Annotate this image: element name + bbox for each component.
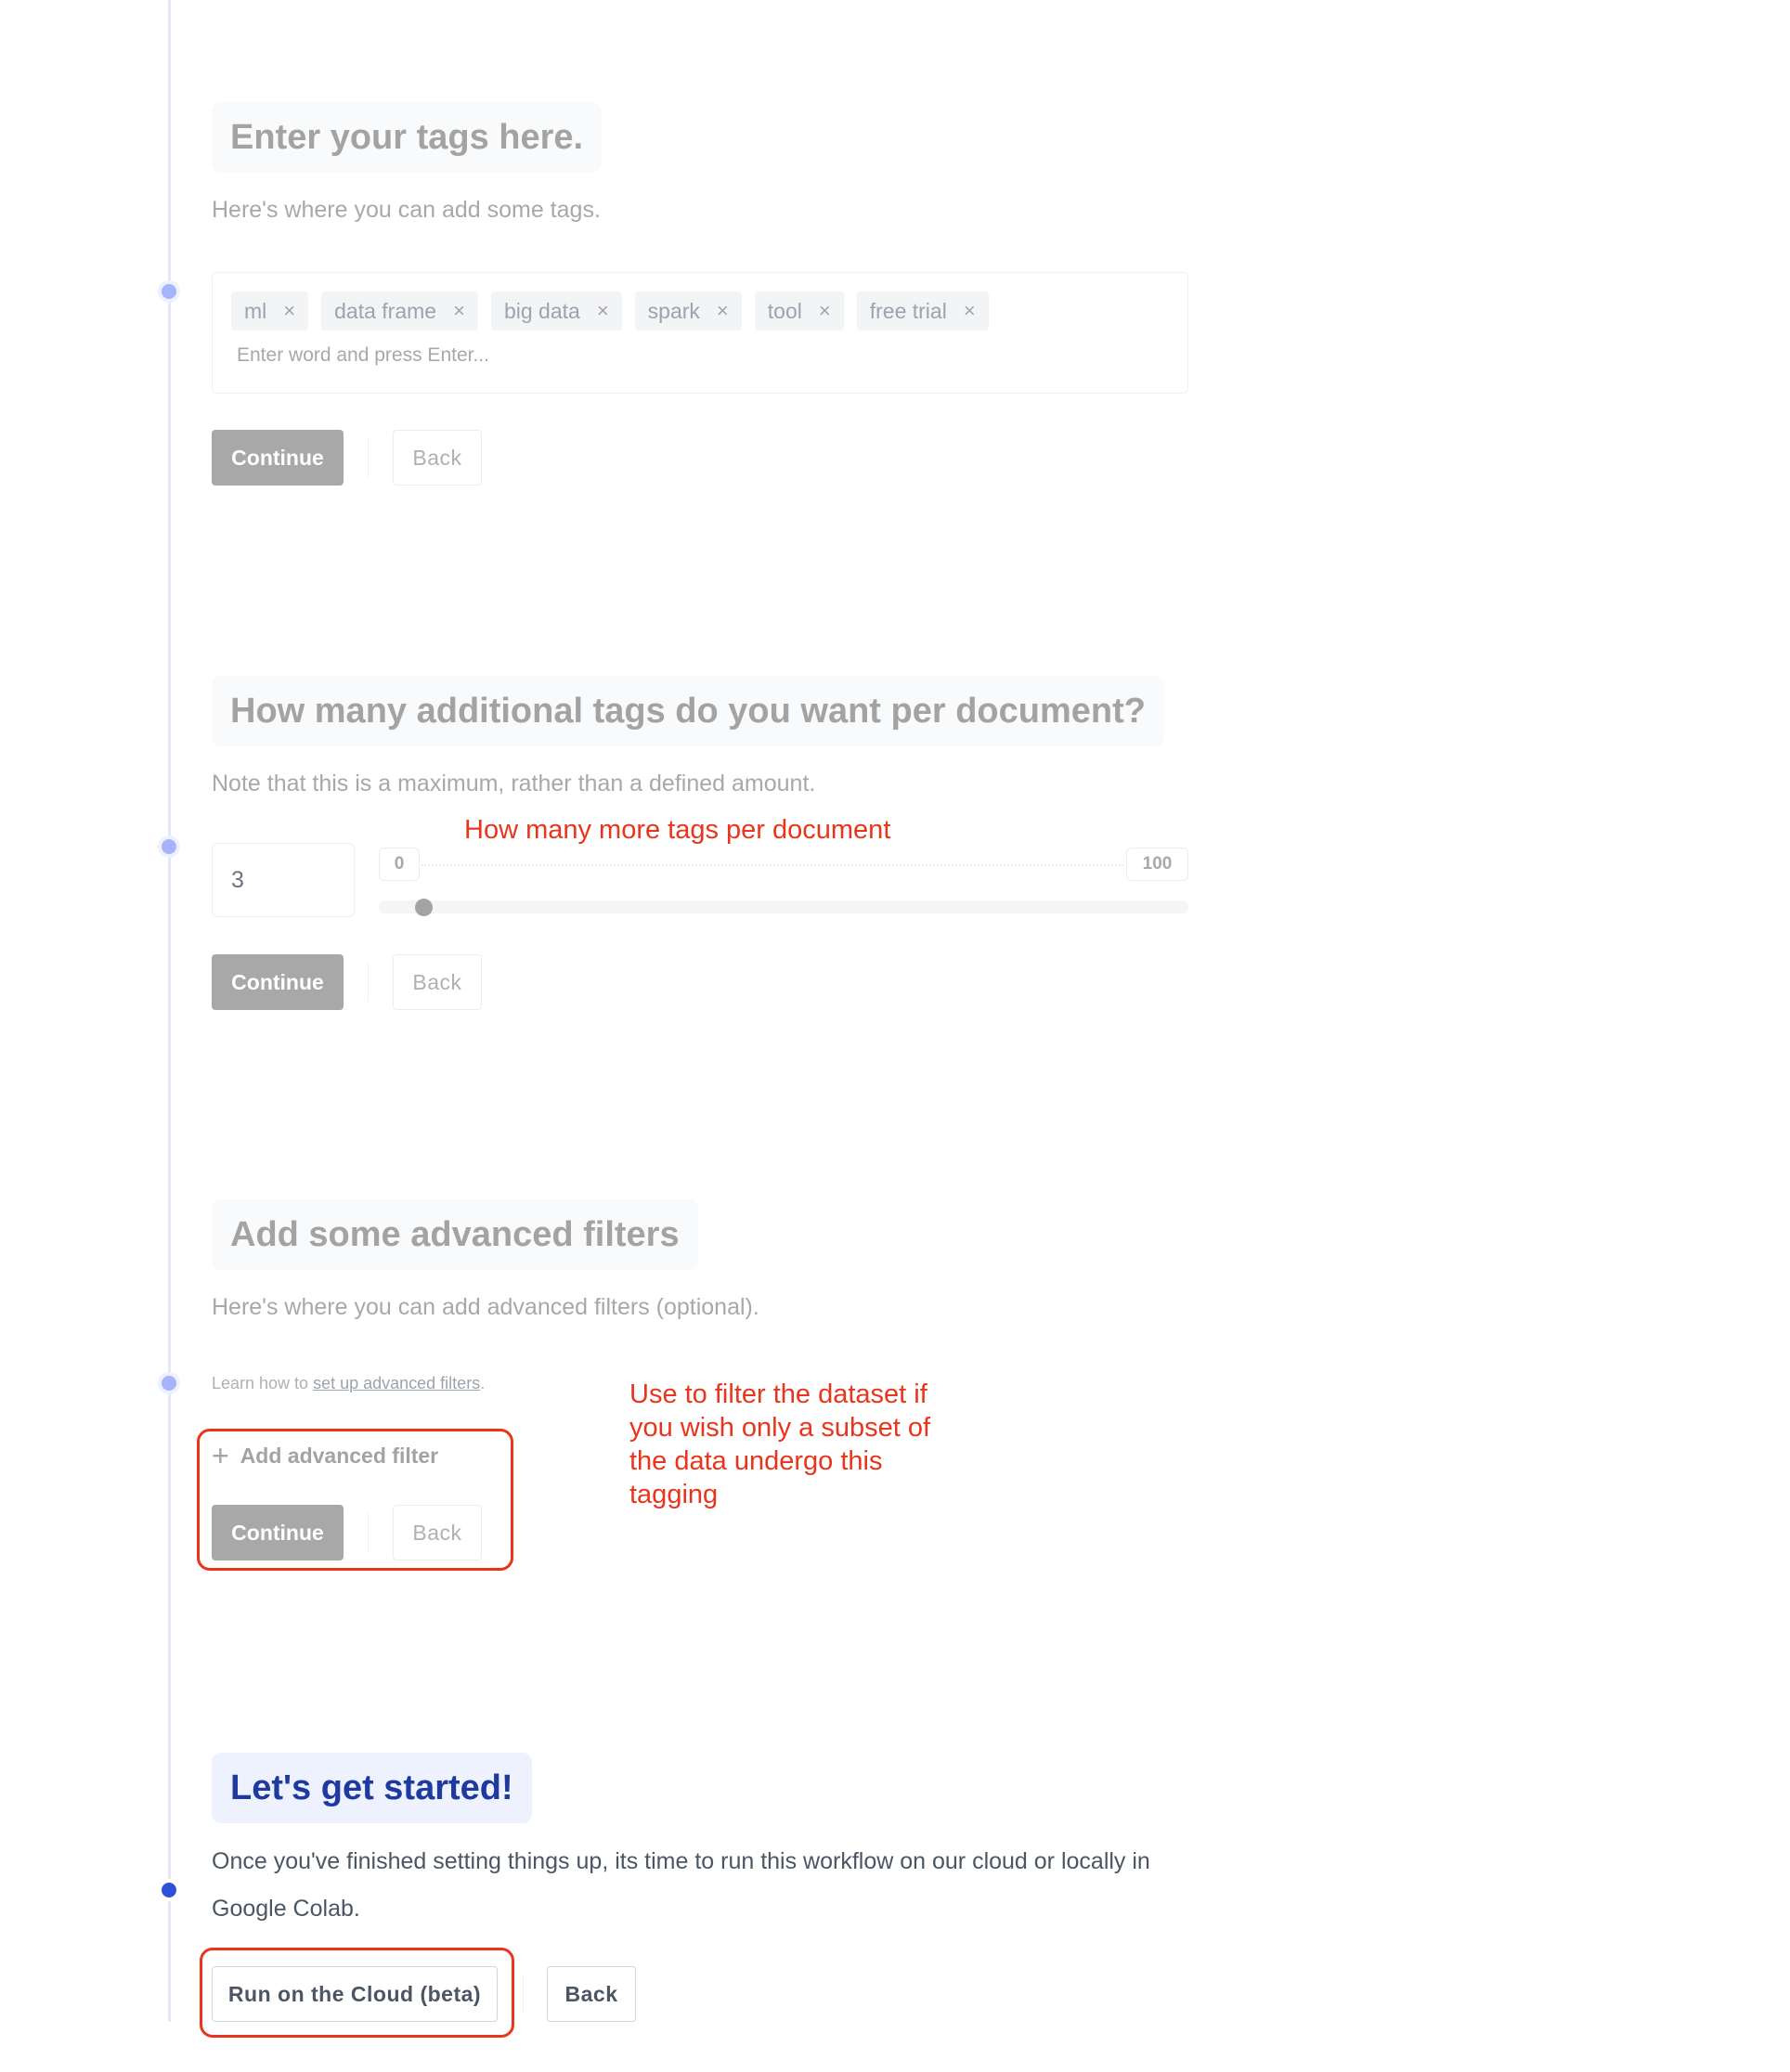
timeline-dot-tags <box>158 280 180 303</box>
tag-entry-input[interactable] <box>235 343 1074 368</box>
close-icon[interactable]: × <box>818 299 831 322</box>
back-button-filters[interactable]: Back <box>393 1505 482 1560</box>
annotation-filter-note: Use to filter the dataset if you wish only a subset of the data undergo this tagging <box>629 1379 931 1509</box>
learn-filters-link[interactable]: set up advanced filters <box>313 1374 481 1392</box>
close-icon[interactable]: × <box>283 299 296 322</box>
step-title-additional: How many additional tags do you want per document? <box>212 676 1164 746</box>
back-button-additional[interactable]: Back <box>393 954 482 1010</box>
tag-input-box[interactable] <box>212 272 1188 394</box>
step-title-start: Let's get started! <box>212 1753 532 1823</box>
run-on-cloud-button[interactable]: Run on the Cloud (beta) <box>212 1966 498 2022</box>
plus-icon: + <box>212 1439 229 1472</box>
learn-filters-text <box>212 1374 485 1393</box>
back-button-start[interactable]: Back <box>547 1966 636 2022</box>
step-description-additional: Note that this is a maximum, rather than a defined amount. <box>212 771 816 796</box>
tag-chip <box>857 291 989 330</box>
button-separator <box>368 438 369 477</box>
step-title-filters: Add some advanced filters <box>212 1199 698 1270</box>
tag-label: ml <box>244 298 267 323</box>
close-icon[interactable]: × <box>716 299 729 322</box>
learn-prefix: Learn how to <box>212 1374 314 1392</box>
annotation-frame-filters <box>197 1429 513 1571</box>
tag-chip <box>491 291 622 330</box>
tag-label: spark <box>647 298 700 323</box>
learn-suffix: . <box>480 1374 486 1392</box>
close-icon[interactable]: × <box>596 299 609 322</box>
step-description-filters: Here's where you can add advanced filters (optional). <box>212 1294 759 1320</box>
continue-button-additional[interactable]: Continue <box>212 954 344 1010</box>
tag-chip <box>755 291 844 330</box>
additional-tags-number-input[interactable]: 3 <box>212 843 355 917</box>
back-button-tags[interactable]: Back <box>393 430 482 486</box>
step-description-tags: Here's where you can add some tags. <box>212 197 601 223</box>
tag-label: tool <box>767 298 802 323</box>
slider-max-label: 100 <box>1126 848 1188 881</box>
slider-track[interactable] <box>379 900 1188 913</box>
add-advanced-filter-label: Add advanced filter <box>240 1443 439 1468</box>
close-icon[interactable]: × <box>453 299 465 322</box>
tag-chip <box>635 291 742 330</box>
tag-label: data frame <box>334 298 437 323</box>
continue-button-tags[interactable]: Continue <box>212 430 344 486</box>
timeline-dot-additional <box>158 835 180 858</box>
step-title-tags: Enter your tags here. <box>212 102 602 173</box>
step-description-start: Once you've finished setting things up, its time to run this workflow on our cloud or locally in Google Colab. <box>212 1848 1150 1922</box>
tag-chip <box>231 291 308 330</box>
timeline-dot-start <box>158 1879 180 1901</box>
button-separator <box>368 963 369 1002</box>
tag-label: free trial <box>869 298 947 323</box>
annotation-frame-cloud <box>200 1948 514 2038</box>
slider-guide <box>422 864 1123 866</box>
timeline-dot-filters <box>158 1372 180 1394</box>
slider-min-label: 0 <box>379 848 420 881</box>
continue-button-filters[interactable]: Continue <box>212 1505 344 1560</box>
tag-chip <box>321 291 478 330</box>
timeline-line <box>168 0 171 2022</box>
tag-list <box>231 291 989 330</box>
button-separator <box>523 1975 524 2014</box>
close-icon[interactable]: × <box>963 299 976 322</box>
annotation-slider-note: How many more tags per document <box>464 815 891 845</box>
tag-label: big data <box>503 298 580 323</box>
slider-thumb[interactable] <box>415 899 433 916</box>
